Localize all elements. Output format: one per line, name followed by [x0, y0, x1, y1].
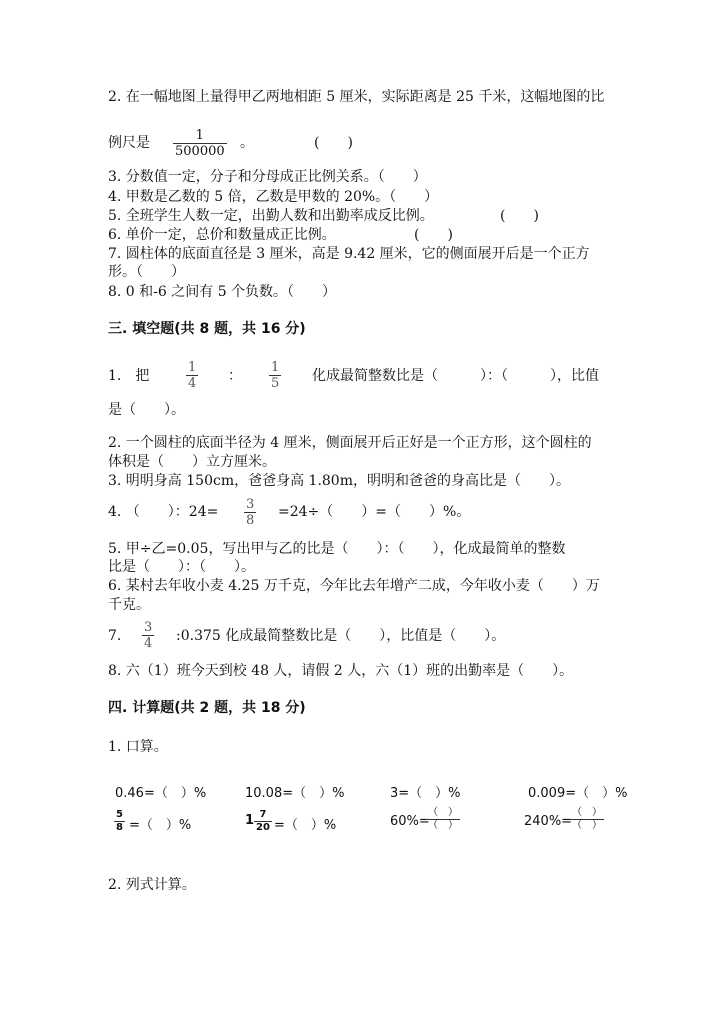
fraction-denominator: 20 [256, 822, 270, 833]
fill-q1-prefix: 1. 把 [108, 368, 150, 384]
judge-q2-suffix: 。 [240, 135, 254, 151]
calc-r2-d-fraction [570, 807, 604, 832]
judge-q2-fraction [173, 128, 227, 159]
calc-r2-b-fraction [254, 809, 272, 834]
fill-q5-line1: 5. 甲÷乙=0.05，写出甲与乙的比是（ ）：（ ），化成最简单的整数 [108, 541, 566, 557]
fraction-denominator: 8 [246, 513, 255, 528]
fraction-denominator[interactable]: （ ） [572, 820, 602, 831]
fraction-numerator[interactable]: （ ） [428, 807, 458, 818]
fraction-numerator: 3 [246, 497, 255, 512]
fraction-numerator: 1 [271, 360, 280, 375]
fill-q8: 8. 六（1）班今天到校 48 人，请假 2 人，六（1）班的出勤率是（ ）。 [108, 663, 574, 679]
fill-q2-line1: 2. 一个圆柱的底面半径为 4 厘米，侧面展开后正好是一个正方形，这个圆柱的 [108, 435, 592, 451]
calc-row1-item-1: 0.46=（ ）% [115, 786, 207, 801]
calc-row1-item-2: 10.08=（ ）% [245, 786, 345, 801]
calc-q2: 2. 列式计算。 [108, 877, 196, 893]
fill-q2-line2: 体积是（ ）立方厘米。 [108, 454, 276, 470]
judge-q7-line2: 形。（ ） [108, 264, 185, 280]
calc-row1-item-3: 3=（ ）% [390, 786, 461, 801]
judge-q2-answer-paren[interactable]: ( ) [314, 135, 353, 151]
fill-q1-fraction-2 [269, 360, 281, 391]
fill-q1-suffix: 化成最简整数比是（ ）：（ ），比值 [312, 368, 599, 384]
fill-q4-prefix: 4. （ ）：24= [108, 504, 219, 520]
judge-q3: 3. 分数值一定，分子和分母成正比例关系。（ ） [108, 169, 427, 185]
fill-q1-line2: 是（ ）。 [108, 402, 185, 418]
judge-q2-line1: 2. 在一幅地图上量得甲乙两地相距 5 厘米，实际距离是 25 千米，这幅地图的比 [108, 89, 605, 105]
judge-q6: 6. 单价一定，总价和数量成正比例。 [108, 227, 336, 243]
judge-q7-line1: 7. 圆柱体的底面直径是 3 厘米，高是 9.42 厘米，它的侧面展开后是一个正方 [108, 246, 590, 262]
fraction-numerator: 1 [195, 128, 204, 143]
calc-r2-a-rest: =（ ）% [129, 818, 192, 833]
fill-q4-suffix: =24÷（ ）=（ ）%。 [278, 504, 471, 520]
fill-heading: 三. 填空题(共 8 题，共 16 分) [108, 321, 306, 337]
calc-r2-a-fraction [114, 809, 125, 834]
fill-q1-fraction-1 [186, 360, 198, 391]
judge-q5-paren[interactable]: ( ) [500, 208, 539, 224]
fill-q1-colon: ： [228, 368, 242, 384]
fraction-numerator: 5 [116, 809, 123, 820]
calc-heading: 四. 计算题(共 2 题，共 18 分) [108, 700, 306, 716]
fill-q7-suffix: :0.375 化成最简整数比是（ ），比值是（ ）。 [176, 628, 506, 644]
fraction-denominator: 4 [144, 636, 153, 651]
calc-r2-b-rest: =（ ）% [274, 818, 337, 833]
judge-q5: 5. 全班学生人数一定，出勤人数和出勤率成反比例。 [108, 208, 434, 224]
fill-q4-fraction [244, 497, 256, 528]
calc-r2-c-prefix: 60%= [390, 814, 430, 829]
fraction-denominator: 8 [116, 822, 123, 833]
fill-q5-line2: 比是（ ）：（ ）。 [108, 559, 255, 575]
fraction-numerator[interactable]: （ ） [572, 807, 602, 818]
fraction-numerator: 3 [144, 620, 153, 635]
fraction-numerator: 7 [259, 809, 267, 820]
calc-r2-d-prefix: 240%= [524, 814, 573, 829]
calc-q1: 1. 口算。 [108, 739, 168, 755]
judge-q8: 8. 0 和-6 之间有 5 个负数。（ ） [108, 284, 337, 300]
fraction-denominator: 500000 [175, 144, 225, 159]
fraction-denominator: 5 [271, 376, 280, 391]
judge-q4: 4. 甲数是乙数的 5 倍，乙数是甲数的 20%。（ ） [108, 189, 439, 205]
fill-q3: 3. 明明身高 150cm，爸爸身高 1.80m，明明和爸爸的身高比是（ ）。 [108, 473, 570, 489]
calc-r2-b-whole: 1 [245, 813, 255, 828]
fraction-denominator: 4 [188, 376, 197, 391]
calc-row1-item-4: 0.009=（ ）% [528, 786, 628, 801]
fraction-numerator: 1 [188, 360, 197, 375]
judge-q2-prefix: 例尺是 [108, 135, 150, 151]
fill-q7-prefix: 7. [108, 628, 122, 644]
fraction-denominator[interactable]: （ ） [428, 820, 458, 831]
judge-q6-paren[interactable]: ( ) [414, 227, 453, 243]
fill-q6-line1: 6. 某村去年收小麦 4.25 万千克，今年比去年增产二成，今年收小麦（ ）万 [108, 578, 600, 594]
calc-r2-c-fraction [426, 807, 460, 832]
fill-q6-line2: 千克。 [108, 597, 150, 613]
fill-q7-fraction [142, 620, 154, 651]
